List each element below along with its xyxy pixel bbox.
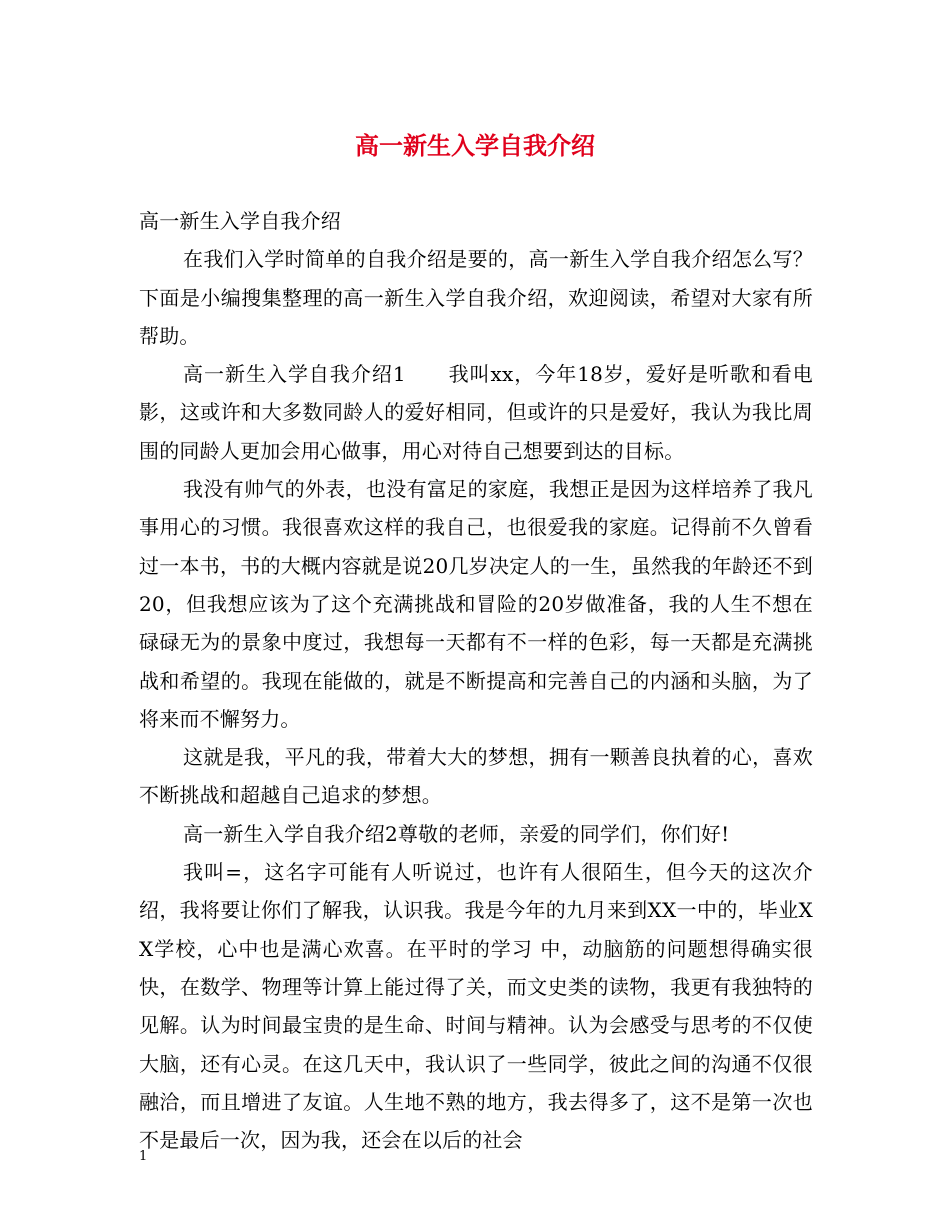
paragraph-intro-2: 高一新生入学自我介绍2尊敬的老师，亲爱的同学们，你们好! bbox=[183, 821, 730, 846]
paragraph-heading: 高一新生入学自我介绍 bbox=[139, 209, 341, 233]
paragraph-appearance: 我没有帅气的外表，也没有富足的家庭，我想正是因为这样培养了我凡事用心的习惯。我很喜欢这样的我自己，也很爱我的家庭。记得前不久曾看过一本书，书的大概内容就是说20几岁决定人的一生，虽然我的年龄还不到20，但我想应该为了这个充满挑战和冒险的20岁做准备，我的人生不想在碌碌无为的景象中度过，我想每一天都有不一样的色彩，每一天都是充满挑战和希望的。我现在能做的，就是不断提高和完善自己的内涵和头脑，为了将来而不懈努力。 bbox=[139, 477, 813, 731]
paragraph-my-name: 我叫=，这名字可能有人听说过，也许有人很陌生，但今天的这次介绍，我将要让你们了解我，认识我。我是今年的九月来到XX一中的，毕业XX学校，心中也是满心欢喜。在平时的学习 中，动脑筋的问题想得确实很快，在数学、物理等计算上能过得了关，而文史类的读物，我更有我独特的见解。认为时间最宝贵的是生命、时间与精神。认为会感受与思考的不仅使大脑，还有心灵。在这几天中，我认识了一些同学，彼此之间的沟通不仅很融洽，而且增进了友谊。人生地不熟的地方，我去得多了，这不是第一次也不是最后一次，因为我，还会在以后的社会 bbox=[139, 860, 813, 1153]
document-body bbox=[139, 202, 813, 1159]
page-number: 1 bbox=[139, 1149, 148, 1164]
paragraph-this-is-me: 这就是我，平凡的我，带着大大的梦想，拥有一颗善良执着的心，喜欢不断挑战和超越自己追求的梦想。 bbox=[139, 745, 813, 808]
paragraph-intro-1: 高一新生入学自我介绍1 我叫xx，今年18岁，爱好是听歌和看电影，这或许和大多数同龄人的爱好相同，但或许的只是爱好，我认为我比周围的同龄人更加会用心做事，用心对待自己想要到达的目标。 bbox=[139, 362, 813, 463]
document-title: 高一新生入学自我介绍 bbox=[355, 132, 595, 160]
paragraph-intro: 在我们入学时简单的自我介绍是要的，高一新生入学自我介绍怎么写？下面是小编搜集整理的高一新生入学自我介绍，欢迎阅读，希望对大家有所帮助。 bbox=[139, 247, 813, 348]
